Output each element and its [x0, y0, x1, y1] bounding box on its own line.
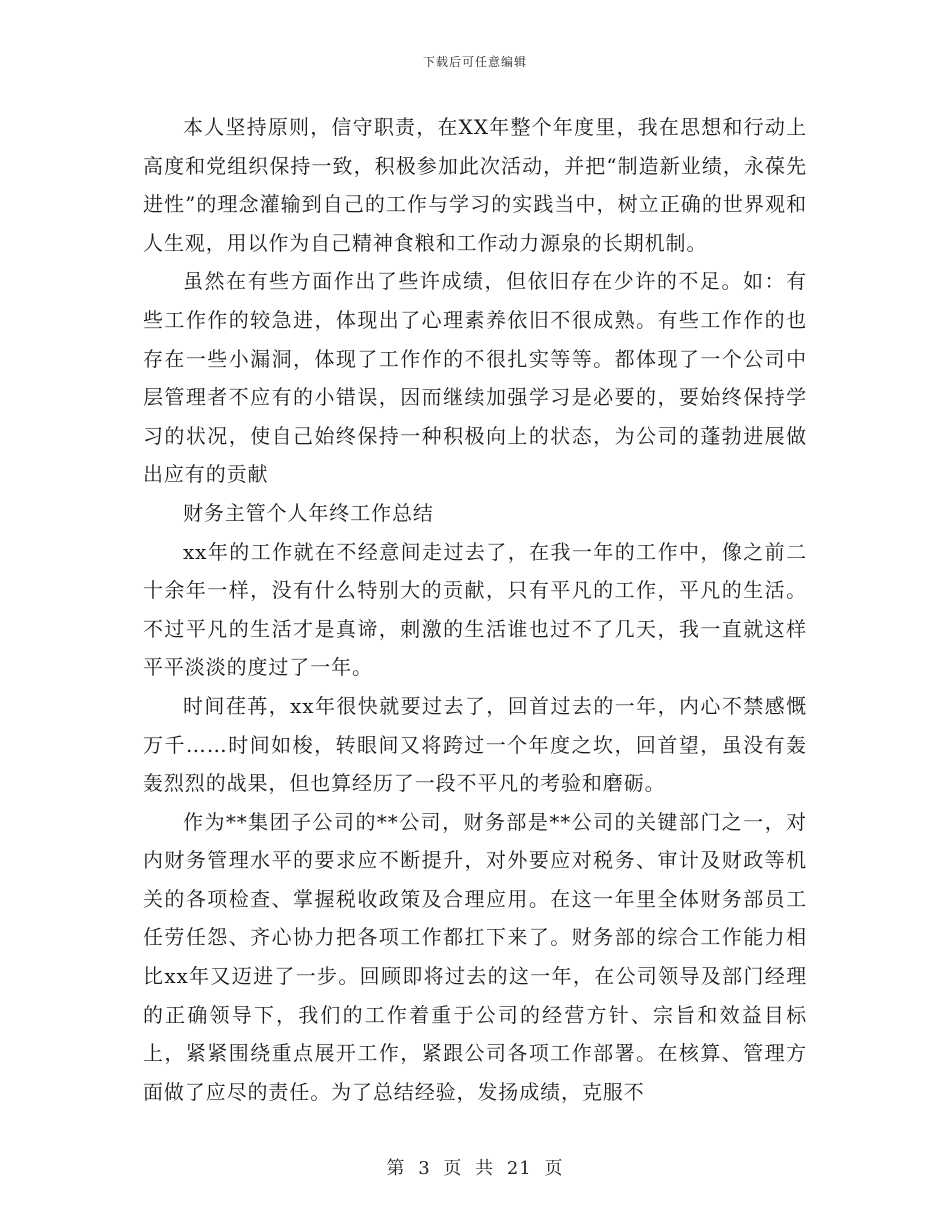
document-body — [143, 108, 807, 1111]
paragraph-time-passing: 时间荏苒，xx年很快就要过去了，回首过去的一年，内心不禁感慨万千……时间如梭，转眼间又将跨过一个年度之坎，回首望，虽没有轰轰烈烈的战果，但也算经历了一段不平凡的考验和磨砺。 — [143, 693, 807, 796]
paragraph-year-review: xx年的工作就在不经意间走过去了，在我一年的工作中，像之前二十余年一样，没有什么特别大的贡献，只有平凡的工作，平凡的生活。不过平凡的生活才是真谛，刺激的生活谁也过不了几天，我一直就这样平平淡淡的度过了一年。 — [143, 539, 807, 680]
paragraph-principles: 本人坚持原则，信守职责，在XX年整个年度里，我在思想和行动上高度和党组织保持一致，积极参加此次活动，并把“制造新业绩，永葆先进性”的理念灌输到自己的工作与学习的实践当中，树立正确的世界观和人生观，用以作为自己精神食粮和工作动力源泉的长期机制。 — [143, 115, 807, 255]
page-footer: 第 3 页 共 21 页 — [386, 1158, 564, 1179]
page-header: 下载后可任意编辑 — [422, 55, 527, 69]
paragraph-finance-department: 作为**集团子公司的**公司，财务部是**公司的关键部门之一，对内财务管理水平的要求应不断提升，对外要应对税务、审计及财政等机关的各项检查、掌握税收政策及合理应用。在这一年里全体财务部员工任劳任怨、齐心协力把各项工作都扛下来了。财务部的综合工作能力相比xx年又迈进了一步。回顾即将过去的这一年，在公司领导及部门经理的正确领导下，我们的工作着重于公司的经营方针、宗旨和效益目标上，紧紧围绕重点展开工作，紧跟公司各项工作部署。在核算、管理方面做了应尽的责任。为了总结经验，发扬成绩，克服不 — [143, 809, 807, 1104]
section-title: 财务主管个人年终工作总结 — [183, 500, 434, 525]
paragraph-shortcomings: 虽然在有些方面作出了些许成绩，但依旧存在少许的不足。如：有些工作作的较急进，体现出了心理素养依旧不很成熟。有些工作作的也存在一些小漏洞，体现了工作作的不很扎实等等。都体现了一个公司中层管理者不应有的小错误，因而继续加强学习是必要的，要始终保持学习的状况，使自己始终保持一种积极向上的状态，为公司的蓬勃进展做出应有的贡献 — [143, 269, 807, 487]
